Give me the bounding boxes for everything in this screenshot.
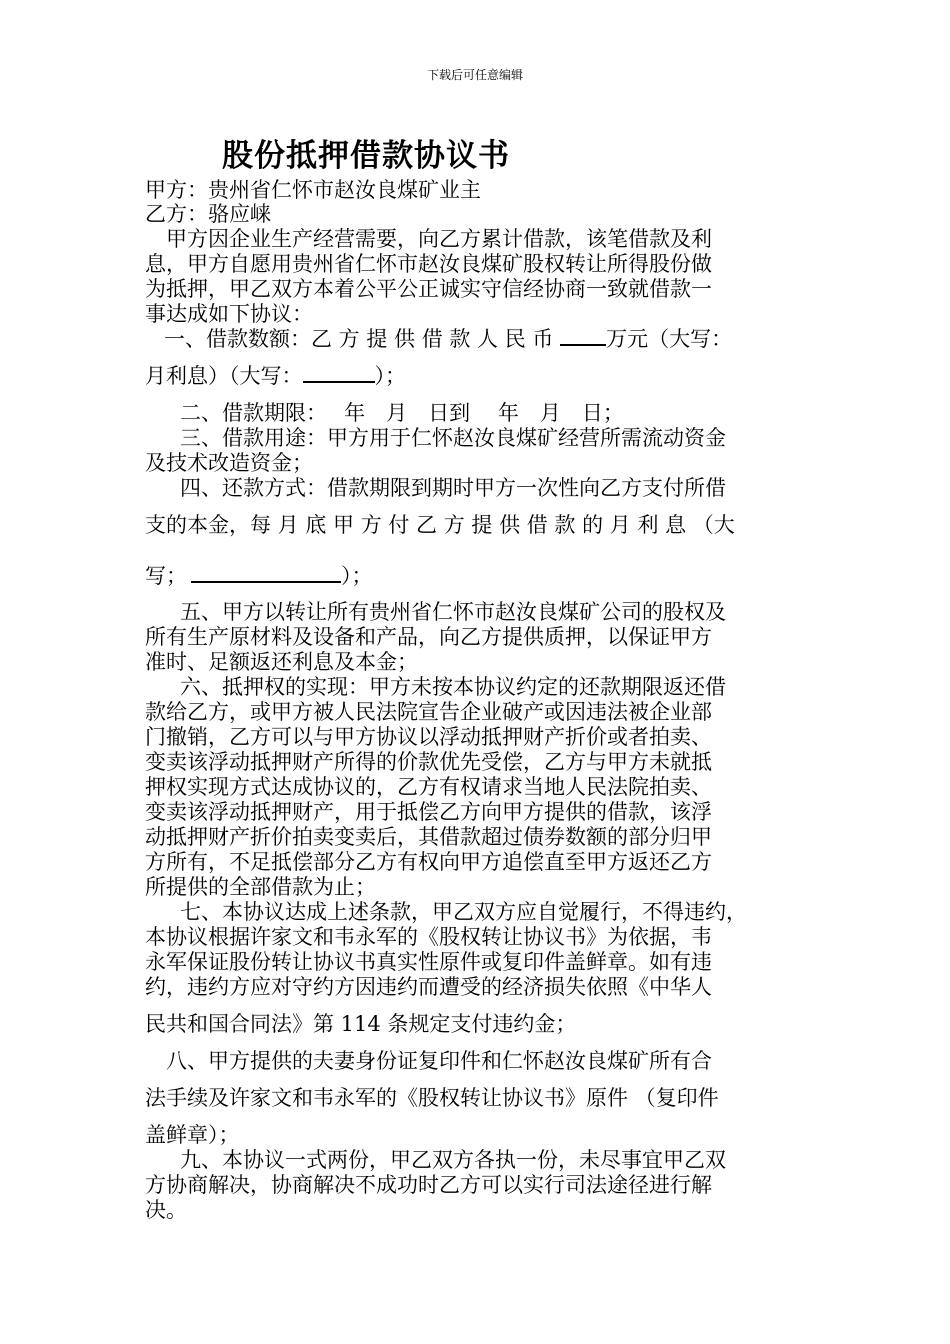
amount-blank	[560, 326, 606, 346]
clause-6-line: 押权实现方式达成协议的，乙方有权请求当地人民法院拍卖、	[145, 775, 712, 799]
clause-5-line: 准时、足额返还利息及本金；	[145, 650, 418, 674]
clause-9-line: 方协商解决，协商解决不成功时乙方可以实行司法途径进行解	[145, 1173, 712, 1197]
clause-4-text: 写；	[145, 564, 187, 588]
clause-8-line: 八、甲方提供的夫妻身份证复印件和仁怀赵汝良煤矿所有合	[166, 1049, 712, 1073]
clause-1-text: ）；	[374, 364, 406, 388]
clause-4-text: ）；	[341, 564, 373, 588]
clause-6-line: 款给乙方，或甲方被人民法院宣告企业破产或因违法被企业部	[145, 700, 712, 724]
clause-6-line: 六、抵押权的实现：甲方未按本协议约定的还款期限返还借	[180, 675, 726, 699]
document-title: 股份抵押借款协议书	[222, 138, 510, 174]
clause-7-line: 七、本协议达成上述条款，甲乙双方应自觉履行，不得违约，	[180, 900, 747, 924]
page-header: 下载后可任意编辑	[426, 68, 523, 82]
clause-7-line: 永军保证股份转让协议书真实性原件或复印件盖鲜章。如有违	[145, 950, 712, 974]
intro-line: 甲方因企业生产经营需要，向乙方累计借款，该笔借款及利	[166, 227, 712, 251]
clause-9-line: 九、本协议一式两份，甲乙双方各执一份，未尽事宜甲乙双	[180, 1148, 726, 1172]
clause-6-line: 所提供的全部借款为止；	[145, 875, 376, 899]
party-b: 乙方：骆应崃	[145, 202, 271, 226]
clause-7-line: 本协议根据许家文和韦永军的《股权转让协议书》为依据，韦	[145, 925, 712, 949]
clause-1-line	[145, 363, 406, 388]
clause-4-line: 四、还款方式：借款期限到期时甲方一次性向乙方支付所借	[180, 476, 726, 500]
clause-5-line: 五、甲方以转让所有贵州省仁怀市赵汝良煤矿公司的股权及	[180, 600, 726, 624]
interest-blank	[191, 563, 341, 583]
clause-1-text: 月利息）（大写：	[145, 364, 303, 388]
clause-2: 二、借款期限： 年 月 日到 年 月 日；	[180, 401, 624, 425]
clause-9-line: 决。	[145, 1198, 187, 1222]
clause-6-line: 变卖该浮动抵押财产，用于抵偿乙方向甲方提供的借款，该浮	[145, 800, 712, 824]
clause-7-line: 民共和国合同法》第 114 条规定支付违约金；	[145, 1012, 577, 1036]
clause-6-line: 变卖该浮动抵押财产所得的价款优先受偿，乙方与甲方未就抵	[145, 750, 712, 774]
clause-6-line: 门撤销，乙方可以与甲方协议以浮动抵押财产折价或者拍卖、	[145, 725, 712, 749]
clause-1-text: 万元（大写：	[606, 327, 733, 351]
clause-5-line: 所有生产原材料及设备和产品，向乙方提供质押，以保证甲方	[145, 625, 712, 649]
clause-3-line: 三、借款用途：甲方用于仁怀赵汝良煤矿经营所需流动资金	[180, 426, 726, 450]
intro-line: 息，甲方自愿用贵州省仁怀市赵汝良煤矿股权转让所得股份做	[145, 252, 712, 276]
clause-4-line	[145, 563, 373, 588]
intro-line: 事达成如下协议：	[145, 302, 313, 326]
party-a: 甲方：贵州省仁怀市赵汝良煤矿业主	[145, 178, 481, 202]
clause-1-text: 一、借款数额：乙 方 提 供 借 款 人 民 币	[164, 327, 554, 351]
clause-7-line: 约，违约方应对守约方因违约而遭受的经济损失依照《中华人	[145, 975, 712, 999]
clause-1-line	[164, 326, 732, 351]
clause-6-line: 方所有，不足抵偿部分乙方有权向甲方追偿直至甲方返还乙方	[145, 850, 712, 874]
clause-6-line: 动抵押财产折价拍卖变卖后，其借款超过债券数额的部分归甲	[145, 825, 712, 849]
intro-line: 为抵押，甲乙双方本着公平公正诚实守信经协商一致就借款一	[145, 277, 712, 301]
clause-8-line: 法手续及许家文和韦永军的《股权转让协议书》原件 （复印件	[145, 1086, 719, 1110]
clause-8-line: 盖鲜章）；	[145, 1123, 240, 1147]
clause-3-line: 及技术改造资金；	[145, 451, 313, 475]
interest-blank	[303, 363, 375, 383]
clause-4-line: 支的本金，每 月 底 甲 方 付 乙 方 提 供 借 款 的 月 利 息 （大	[145, 513, 735, 537]
